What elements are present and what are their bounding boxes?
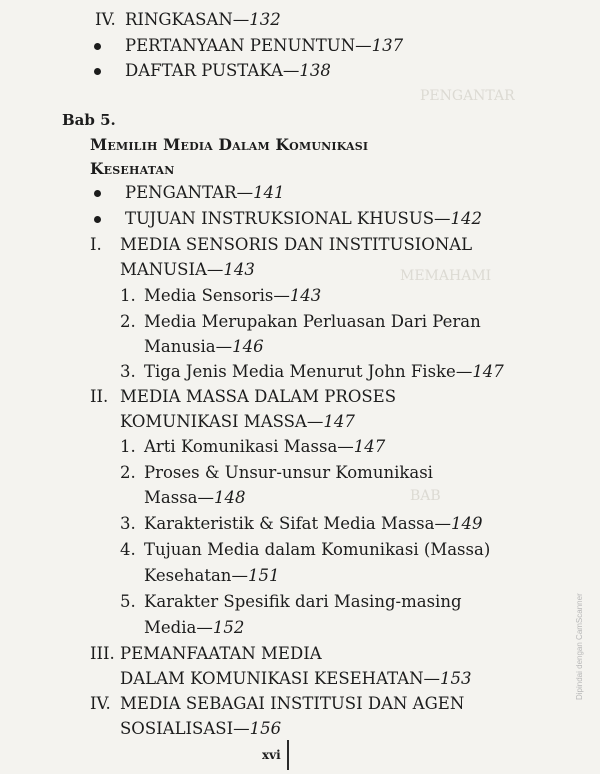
section-2-item-4-line1: 4. Tujuan Media dalam Komunikasi (Massa) (120, 540, 491, 559)
section-1-title-line2: MANUSIA—143 (120, 260, 255, 279)
section-2-item-2-line2: Massa—148 (144, 488, 246, 507)
bullet-icon (94, 190, 101, 197)
bleed-through-ghost: BAB (410, 488, 441, 504)
section-1-item-1: 1. Media Sensoris—143 (120, 286, 322, 305)
section-2-title-line1: II. MEDIA MASSA DALAM PROSES (90, 387, 396, 406)
section-2-item-4-line2: Kesehatan—151 (144, 566, 280, 585)
footer-divider (287, 740, 289, 770)
chapter-label: Bab 5. (62, 111, 116, 129)
scanner-watermark: Dipindai dengan CamScanner (575, 593, 584, 700)
chapter-title-line2: Kesehatan (90, 159, 175, 178)
chapter-title-line1: Memilih Media Dalam Komunikasi (90, 135, 369, 154)
bullet-icon (94, 68, 101, 75)
section-3-title-line1: III. PEMANFAATAN MEDIA (90, 644, 322, 663)
section-4-title-line2: SOSIALISASI—156 (120, 719, 282, 738)
section-2-title-line2: KOMUNIKASI MASSA—147 (120, 412, 355, 431)
toc-entry-ringkasan: IV. RINGKASAN—132 (95, 10, 281, 29)
toc-entry-pertanyaan-penuntun: PERTANYAAN PENUNTUN—137 (125, 36, 404, 55)
page-number: xvi (262, 748, 281, 762)
section-3-title-line2: DALAM KOMUNIKASI KESEHATAN—153 (120, 669, 472, 688)
toc-entry-pengantar: PENGANTAR—141 (125, 183, 285, 202)
toc-entry-tujuan-instruksional: TUJUAN INSTRUKSIONAL KHUSUS—142 (125, 209, 483, 228)
section-2-item-3: 3. Karakteristik & Sifat Media Massa—149 (120, 514, 483, 533)
section-2-item-5-line1: 5. Karakter Spesifik dari Masing-masing (120, 592, 462, 611)
bullet-icon (94, 43, 101, 50)
section-1-title-line1: I. MEDIA SENSORIS DAN INSTITUSIONAL (90, 235, 473, 254)
section-1-item-2-line2: Manusia—146 (144, 337, 264, 356)
section-1-item-2-line1: 2. Media Merupakan Perluasan Dari Peran (120, 312, 481, 331)
bullet-icon (94, 216, 101, 223)
section-1-item-3: 3. Tiga Jenis Media Menurut John Fiske—147 (120, 362, 504, 381)
section-2-item-2-line1: 2. Proses & Unsur-unsur Komunikasi (120, 463, 433, 482)
section-4-title-line1: IV. MEDIA SEBAGAI INSTITUSI DAN AGEN (90, 694, 465, 713)
toc-entry-daftar-pustaka: DAFTAR PUSTAKA—138 (125, 61, 331, 80)
bleed-through-ghost: MEMAHAMI (400, 268, 492, 284)
section-2-item-1: 1. Arti Komunikasi Massa—147 (120, 437, 386, 456)
bleed-through-ghost: PENGANTAR (420, 88, 515, 104)
section-2-item-5-line2: Media—152 (144, 618, 245, 637)
